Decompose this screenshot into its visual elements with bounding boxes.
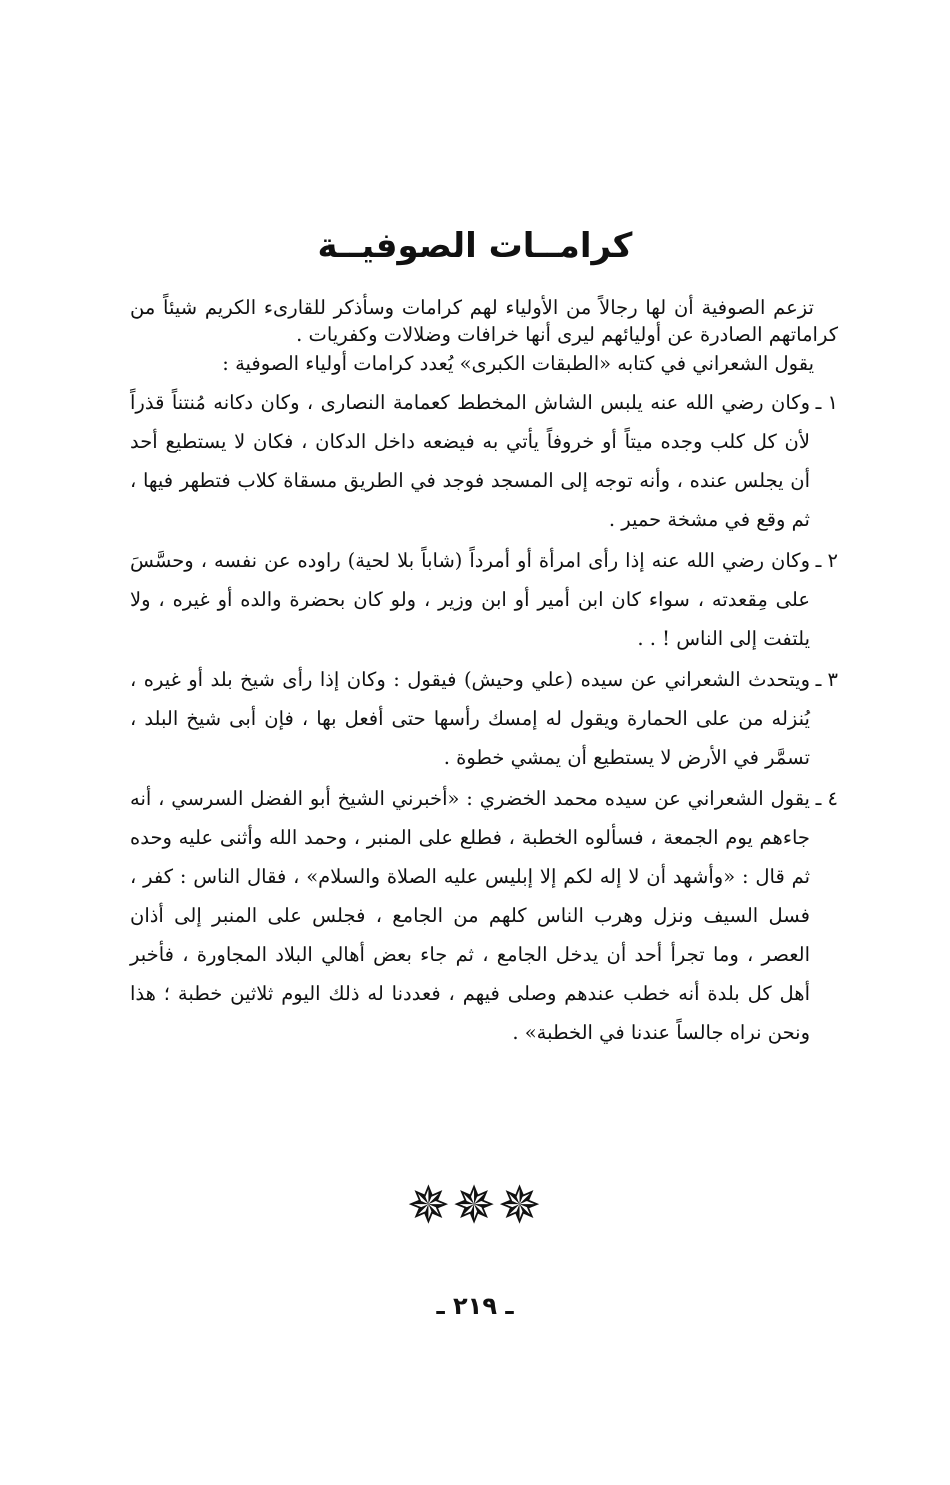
list-item bbox=[130, 660, 838, 777]
list-item bbox=[130, 383, 838, 539]
list-item-text: ويتحدث الشعراني عن سيده (علي وحيش) فيقول : وكان إذا رأى شيخ بلد أو غيره ، يُنزله من على الحمارة ويقول له إمسك رأسها حتى أفعل بها ، فإن أبى شيخ البلد ، تسمَّر في الأرض لا يستطيع أن يمشي خطوة . bbox=[130, 668, 810, 769]
page-body bbox=[130, 294, 838, 1054]
list-item-number: ١ ـ bbox=[815, 391, 838, 414]
intro-lead-paragraph: يقول الشعراني في كتابه «الطبقات الكبرى» يُعدد كرامات أولياء الصوفية : bbox=[222, 352, 814, 375]
intro-section bbox=[130, 294, 838, 377]
list-item bbox=[130, 779, 838, 1052]
page-number: ـ ٢١٩ ـ bbox=[436, 1292, 514, 1320]
list-item-number: ٣ ـ bbox=[815, 668, 838, 691]
list-item-number: ٢ ـ bbox=[815, 549, 838, 572]
intro-paragraph: تزعم الصوفية أن لها رجالاً من الأولياء لهم كرامات وسأذكر للقارىء الكريم شيئاً من كراماتهم الصادرة عن أوليائهم ليرى أنها خرافات وضلالات وكفريات . bbox=[130, 296, 838, 346]
chapter-title: كرامــات الصوفيــة bbox=[317, 225, 633, 266]
list-item-number: ٤ ـ bbox=[815, 787, 838, 810]
list-item-text: وكان رضي الله عنه إذا رأى امرأة أو أمرداً (شاباً بلا لحية) راوده عن نفسه ، وحسَّسَ على مِقعدته ، سواء كان ابن أمير أو ابن وزير ، ولو كان بحضرة والده أو غيره ، ولا يلتفت إلى الناس ! . . bbox=[130, 549, 810, 650]
star-ornament-icon: ✵✵✵ bbox=[406, 1176, 544, 1236]
list-item-text: وكان رضي الله عنه يلبس الشاش المخطط كعمامة النصارى ، وكان دكانه مُنتناً قذراً لأن كل كلب وجده ميتاً أو خروفاً يأتي به فيضعه داخل الدكان ، فكان لا يستطيع أحد أن يجلس عنده ، وأنه توجه إلى المسجد فوجد في الطريق مسقاة كلاب فتطهر فيها ، ثم وقع في مشخة حمير . bbox=[130, 391, 810, 531]
list-item bbox=[130, 541, 838, 658]
list-item-text: يقول الشعراني عن سيده محمد الخضري : «أخبرني الشيخ أبو الفضل السرسي ، أنه جاءهم يوم الجمعة ، فسألوه الخطبة ، فطلع على المنبر ، وحمد الله وأثنى عليه وحده ثم قال : «وأشهد أن لا إله لكم إلا إبليس عليه الصلاة والسلام» ، فقال الناس : كفر ، فسل السيف ونزل وهرب الناس كلهم من الجامع ، فجلس على المنبر إلى أذان العصر ، وما تجرأ أحد أن يدخل الجامع ، ثم جاء بعض أهالي البلاد المجاورة ، فأخبر أهل كل بلدة أنه خطب عندهم وصلى فيهم ، فعددنا له ذلك اليوم ثلاثين خطبة ؛ هذا ونحن نراه جالساً عندنا في الخطبة» . bbox=[130, 787, 810, 1044]
numbered-list bbox=[130, 383, 838, 1052]
